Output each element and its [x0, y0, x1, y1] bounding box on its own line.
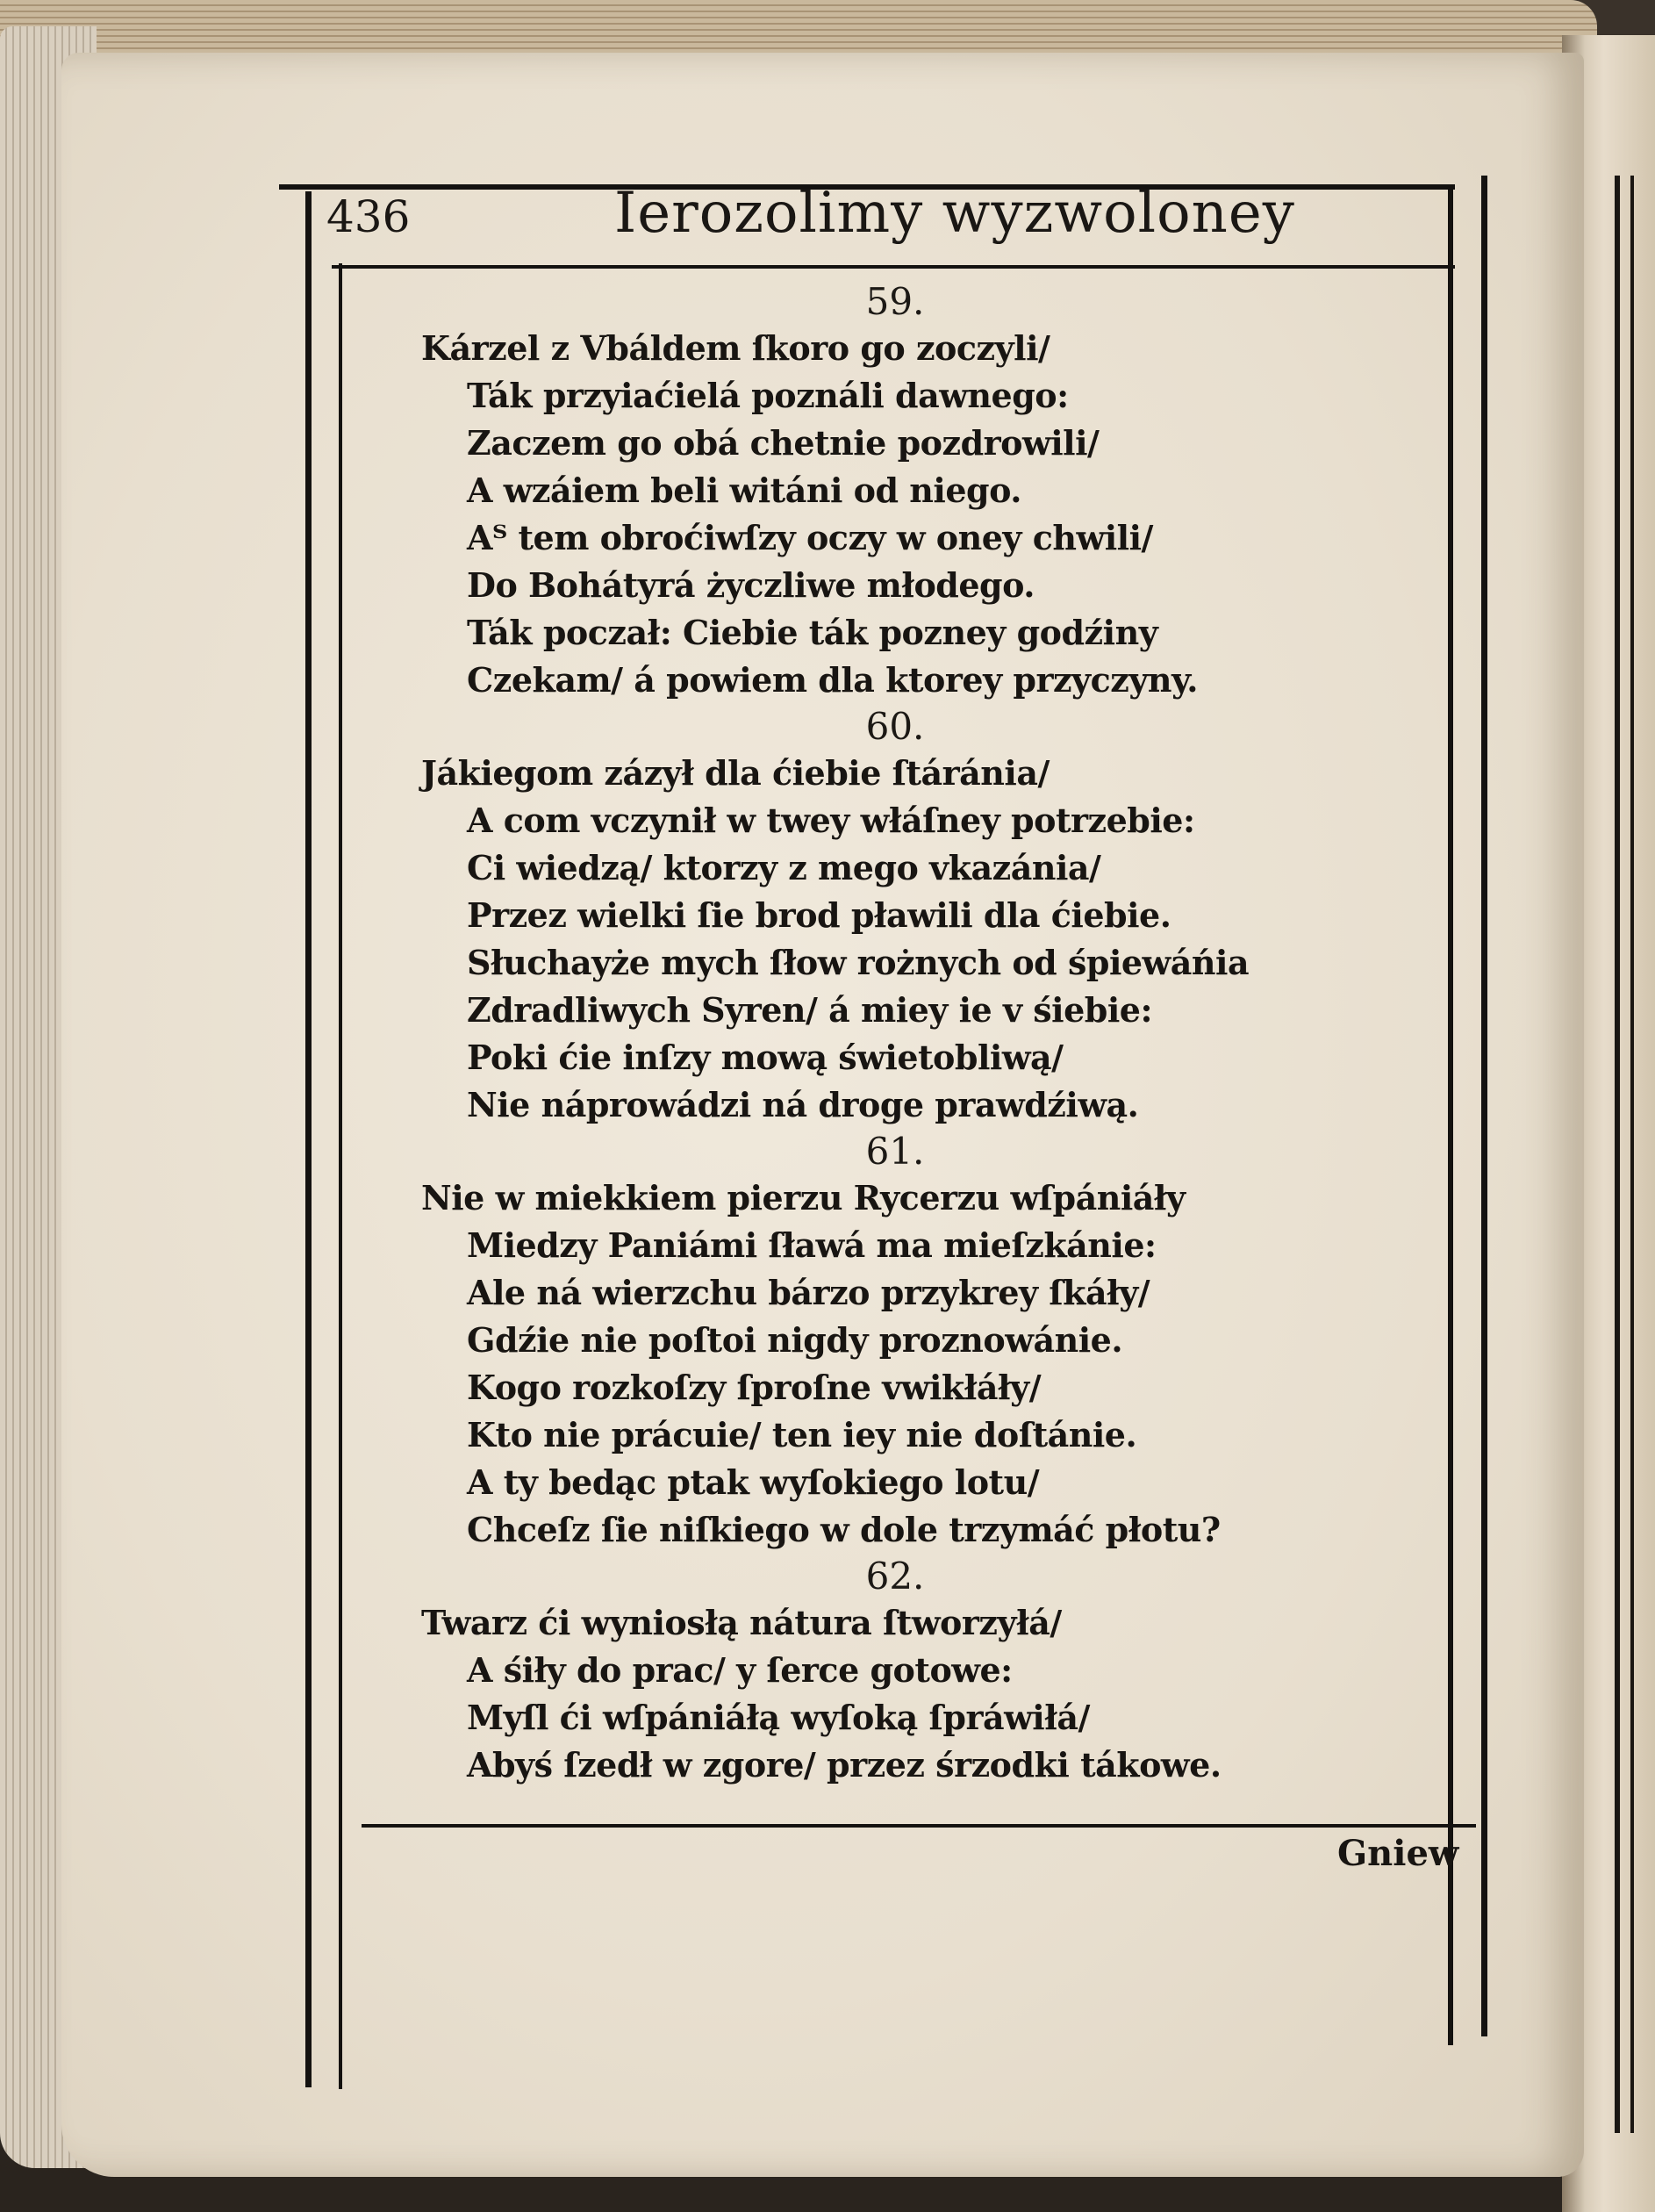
verse-line: Słuchayże mych ſłow rożnych od śpiewáńia [467, 943, 1250, 982]
verse-line: Poki ćie inſzy mową świetobliwą/ [467, 1038, 1064, 1077]
verse-line: A wzáiem beli witáni od niego. [467, 470, 1022, 510]
catchword: Gniew [1337, 1833, 1459, 1874]
stanza-number: 60. [865, 705, 925, 748]
verse-line: Ták poczał: Ciebie ták pozney godźiny [467, 613, 1158, 652]
frame-right-outer-rule [1481, 176, 1487, 2036]
frame-left-inner-rule [339, 263, 342, 2089]
footer-rule [362, 1824, 1476, 1828]
facing-page-rule [1630, 176, 1634, 2133]
verse-line: Miedzy Paniámi ſławá ma mieſzkánie: [467, 1225, 1157, 1265]
verse-line: Nie náprowádzi ná droge prawdźiwą. [467, 1085, 1139, 1124]
running-title: Ierozolimy wyzwoloney [614, 181, 1295, 246]
verse-line: Ták przyiaćielá poználi dawnego: [467, 376, 1069, 415]
header-rule [332, 265, 1455, 269]
stanza-number: 62. [865, 1555, 925, 1598]
verse-line: Kogo rozkoſzy ſproſne vwikłáły/ [467, 1368, 1042, 1407]
verse-line: Ale ná wierzchu bárzo przykrey ſkáły/ [467, 1273, 1150, 1312]
stanza-number: 61. [865, 1130, 925, 1173]
verse-line: Kárzel z Vbáldem ſkoro go zoczyli/ [421, 328, 1050, 368]
stanza [421, 1554, 1465, 1789]
verse-line: Myſl ći wſpániáłą wyſoką ſpráwiłá/ [467, 1698, 1090, 1737]
facing-page-rule [1615, 176, 1620, 2133]
verse-line: Abyś ſzedł w zgore/ przez śrzodki tákowe. [467, 1745, 1222, 1785]
verse-line: Czekam/ á powiem dla ktorey przyczyny. [467, 660, 1199, 700]
stanza [421, 1129, 1465, 1554]
verse-line: Twarz ći wyniosłą nátura ſtworzyłá/ [421, 1603, 1062, 1642]
verse-line: Chceſz ſie niſkiego w dole trzymáć płotu? [467, 1510, 1221, 1549]
frame-left-outer-rule [305, 191, 312, 2087]
verse-line: Nie w miekkiem pierzu Rycerzu wſpániáły [421, 1178, 1186, 1217]
verse-line: Kto nie prácuie/ ten iey nie doſtánie. [467, 1415, 1137, 1454]
poem-text [421, 279, 1465, 1789]
page-number: 436 [326, 191, 411, 242]
verse-line: Zaczem go obá chetnie pozdrowili/ [467, 423, 1100, 463]
verse-line: Do Bohátyrá życzliwe młodego. [467, 565, 1035, 605]
stanza-number: 59. [865, 280, 925, 323]
verse-line: A com vczynił w twey włáſney potrzebie: [467, 801, 1195, 840]
verse-line: Ci wiedzą/ ktorzy z mego vkazánia/ [467, 848, 1101, 887]
verse-line: A śiły do prac/ y ſerce gotowe: [467, 1650, 1013, 1690]
verse-line: Przez wielki ſie brod pławili dla ćiebie. [467, 895, 1171, 935]
verse-line: Gdźie nie poſtoi nigdy proznowánie. [467, 1320, 1123, 1360]
stanza [421, 704, 1465, 1129]
stanza [421, 279, 1465, 704]
verse-line: A ty bedąc ptak wyſokiego lotu/ [467, 1462, 1040, 1502]
verse-line: Jákiegom zázył dla ćiebie ſtáránia/ [421, 753, 1050, 793]
verse-line: Aᵀ tem obroćiwſzy oczy w oney chwili/ [467, 518, 1153, 557]
verse-line: Zdradliwych Syren/ á miey ie v śiebie: [467, 990, 1152, 1030]
